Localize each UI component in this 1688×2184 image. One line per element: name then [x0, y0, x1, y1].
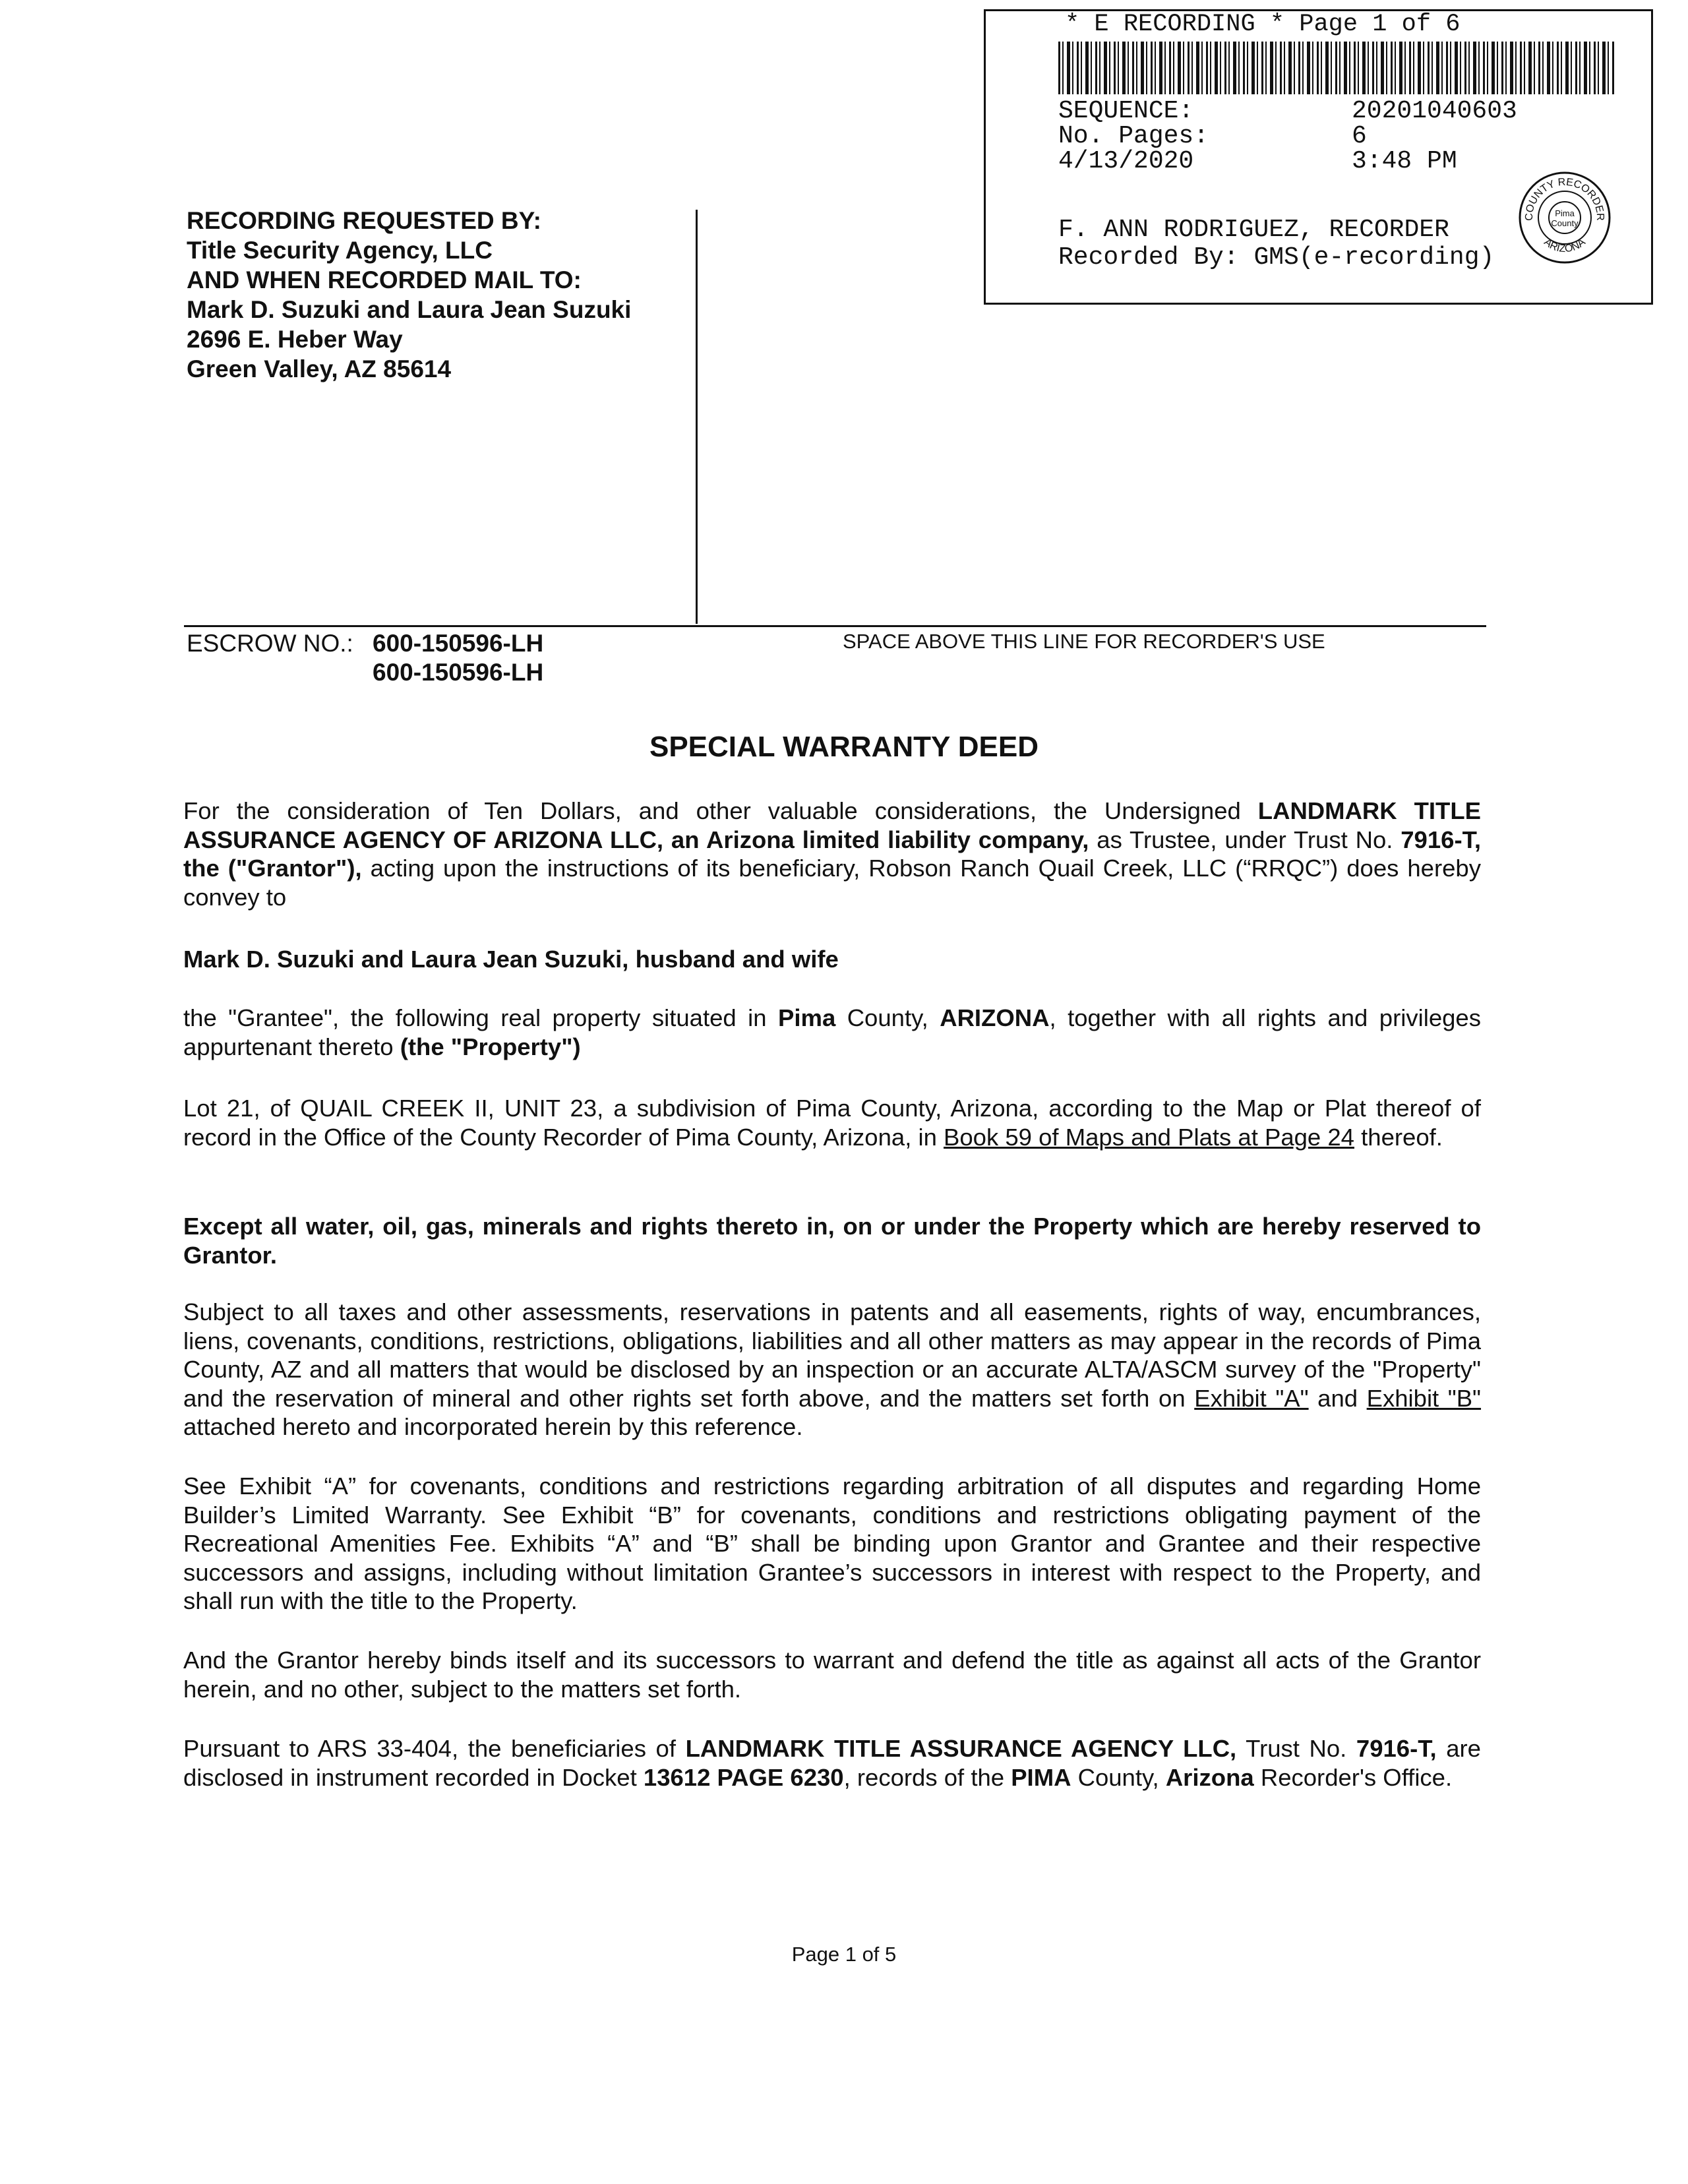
barcode [1058, 42, 1615, 94]
beneficiaries-paragraph: Pursuant to ARS 33-404, the beneficiaries of LANDMARK TITLE ASSURANCE AGENCY LLC, Trust No. 7916-T, are disclosed in instrument recorded in Docket 13612 PAGE 6230, records of the PIMA County, Arizona Recorder's Office. [183, 1735, 1481, 1791]
recording-requested-block [187, 206, 631, 384]
page-number: Page 1 of 5 [791, 1943, 897, 1966]
mail-to-street: 2696 E. Heber Way [187, 326, 403, 353]
county-recorder-seal [1518, 171, 1612, 264]
recording-time: 3:48 PM [1352, 147, 1457, 175]
seal-top-text: COUNTY RECORDER [1523, 176, 1606, 221]
seal-center-1: Pima [1555, 208, 1575, 218]
seal-bottom-text: ARIZONA [1542, 236, 1588, 255]
requested-by-heading: RECORDING REQUESTED BY: [187, 207, 541, 234]
property-situated-paragraph: the "Grantee", the following real property situated in Pima County, ARIZONA, together with all rights and privileges appurtenant thereto (the "Property") [183, 1004, 1481, 1060]
mail-to-name: Mark D. Suzuki and Laura Jean Suzuki [187, 296, 632, 323]
vertical-divider [696, 210, 698, 624]
recorder-stamp-box [984, 9, 1653, 305]
consideration-paragraph: For the consideration of Ten Dollars, and other valuable considerations, the Undersigned LANDMARK TITLE ASSURANCE AGENCY OF ARIZONA LLC, an Arizona limited liability company, as Trustee, under Trust No. 7916-T, the ("Grantor"), acting upon the instructions of its beneficiary, Robson Ranch Quail Creek, LLC (“RRQC”) does hereby convey to [183, 797, 1481, 911]
legal-description-paragraph: Lot 21, of QUAIL CREEK II, UNIT 23, a subdivision of Pima County, Arizona, according to the Map or Plat thereof of record in the Office of the County Recorder of Pima County, Arizona, in Book 59 of Maps and Plats at Page 24 thereof. [183, 1095, 1481, 1151]
mail-to-city: Green Valley, AZ 85614 [187, 355, 452, 382]
deed-title: SPECIAL WARRANTY DEED [649, 731, 1039, 763]
exhibits-paragraph: See Exhibit “A” for covenants, conditions and restrictions regarding arbitration of all disputes and regarding Home Builder’s Limited Warranty. See Exhibit “B” for covenants, conditions and restrictions obligating payment of the Recreational Amenities Fee. Exhibits “A” and “B” shall be binding upon Grantor and Grantee and their respective successors and assigns, including without limitation Grantee’s successors in interest with respect to the Property, and shall run with the title to the Property. [183, 1472, 1481, 1614]
recorder-space-line [184, 625, 1486, 627]
pages-value: 6 [1352, 122, 1367, 150]
escrow-label: ESCROW NO.: [187, 630, 353, 657]
escrow-number: 600-150596-LH [373, 630, 544, 657]
sequence-value: 20201040603 [1352, 97, 1517, 125]
escrow-number-repeat: 600-150596-LH [373, 659, 544, 686]
pages-label: No. Pages: [1058, 122, 1209, 150]
recording-header: * E RECORDING * Page 1 of 6 [1065, 11, 1461, 38]
recorder-use-note: SPACE ABOVE THIS LINE FOR RECORDER'S USE [843, 630, 1325, 653]
sequence-label: SEQUENCE: [1058, 97, 1194, 125]
recording-date: 4/13/2020 [1058, 147, 1194, 175]
seal-center-2: County [1551, 218, 1579, 228]
grantee-line: Mark D. Suzuki and Laura Jean Suzuki, husband and wife [183, 946, 839, 973]
recorder-name: F. ANN RODRIGUEZ, RECORDER [1058, 216, 1449, 244]
recorded-by: Recorded By: GMS(e-recording) [1058, 243, 1495, 272]
warranty-paragraph: And the Grantor hereby binds itself and its successors to warrant and defend the title as against all acts of the Grantor herein, and no other, subject to the matters set forth. [183, 1647, 1481, 1703]
mineral-reservation-paragraph: Except all water, oil, gas, minerals and rights thereto in, on or under the Property which are hereby reserved to Grantor. [183, 1213, 1481, 1269]
mail-to-heading: AND WHEN RECORDED MAIL TO: [187, 266, 582, 293]
requested-by-agency: Title Security Agency, LLC [187, 237, 493, 264]
subject-to-paragraph: Subject to all taxes and other assessments, reservations in patents and all easements, rights of way, encumbrances, liens, covenants, conditions, restrictions, obligations, liabilities and all other matters as may appear in the records of Pima County, AZ and all matters that would be disclosed by an inspection or an accurate ALTA/ASCM survey of the "Property" and the reservation of mineral and other rights set forth above, and the matters set forth on Exhibit "A" and Exhibit "B" attached hereto and incorporated herein by this reference. [183, 1298, 1482, 1440]
